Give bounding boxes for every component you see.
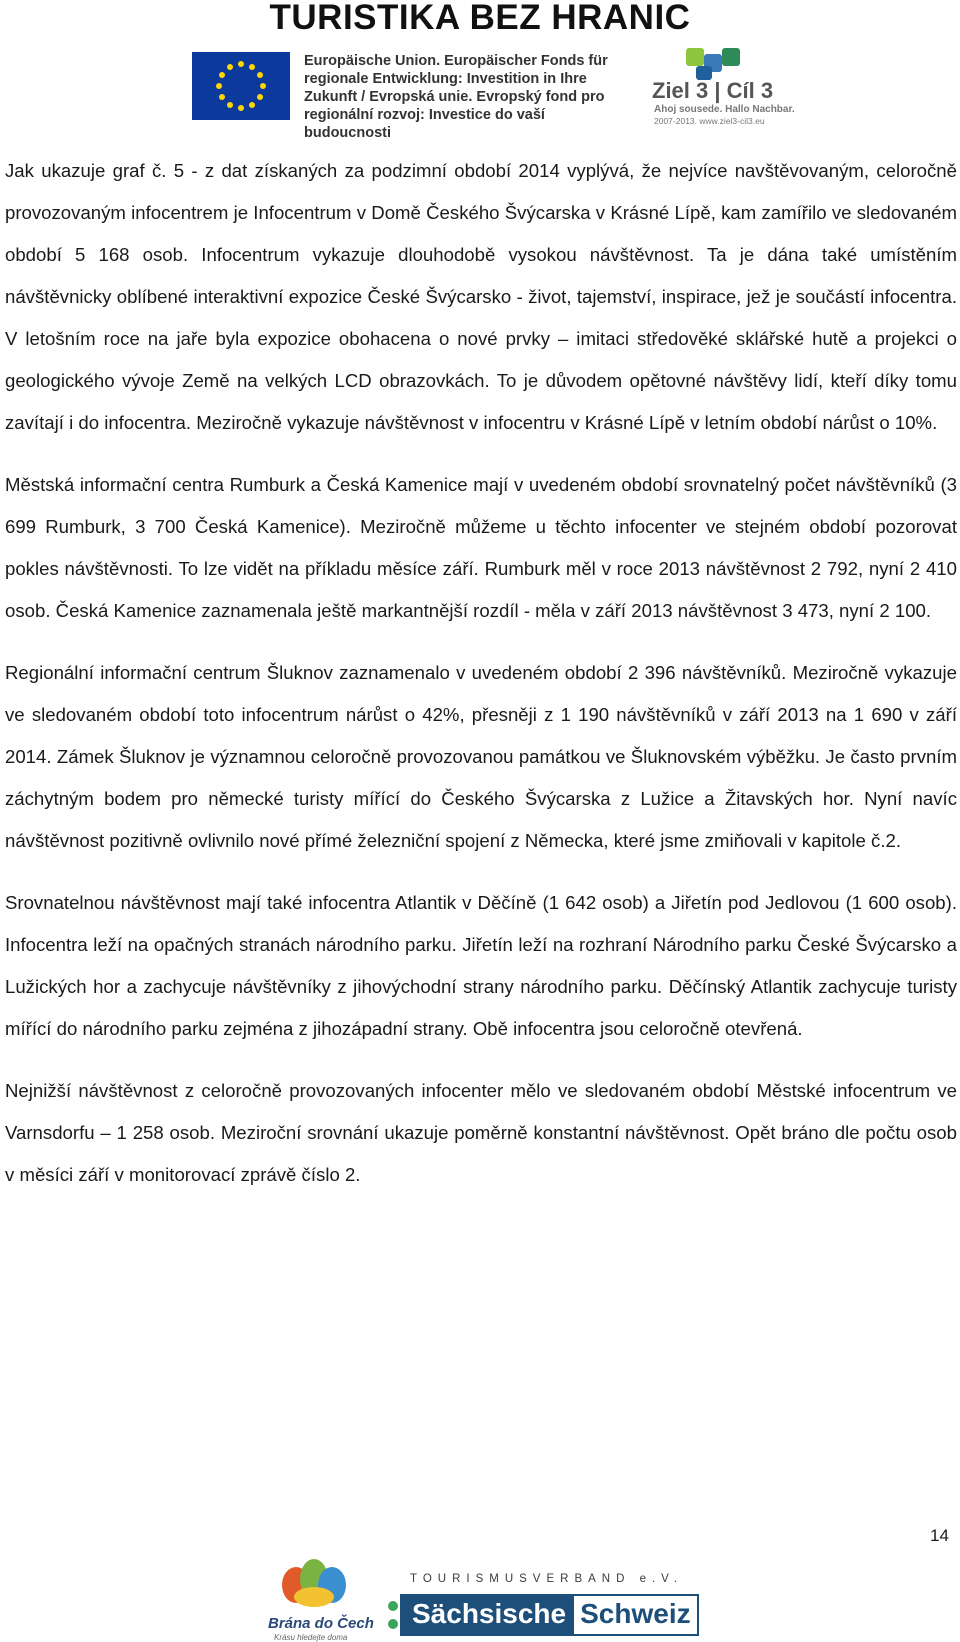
ziel3-website: 2007-2013. www.ziel3-cil3.eu bbox=[654, 116, 765, 126]
saechsische-schweiz-logo bbox=[400, 1594, 690, 1636]
eu-text-line: regionální rozvoj: Investice do vaší budoucnosti bbox=[304, 107, 545, 141]
brana-do-cech-name: Brána do Čech bbox=[268, 1615, 374, 1632]
eu-stars-icon bbox=[192, 52, 290, 120]
eu-flag-logo bbox=[192, 52, 290, 120]
ss-right-word: Schweiz bbox=[572, 1594, 698, 1636]
paragraph: Srovnatelnou návštěvnost mají také infocentra Atlantik v Děčíně (1 642 osob) a Jiřetín pod Jedlovou (1 600 osob). Infocentra leží na opačných stranách národního parku. Jiřetín leží na rozhraní Národního parku České Švýcarsko a Lužických hor a zachycuje návštěvníky z jihovýchodní strany národního parku. Děčínský Atlantik zachycuje turisty mířící do národního parku zejména z jihozápadní strany. Obě infocentra jsou celoročně otevřená. bbox=[5, 892, 957, 1039]
page-number: 14 bbox=[930, 1526, 949, 1545]
document-body bbox=[5, 150, 957, 1216]
tourism-club-label: TOURISMUSVERBAND e.V. bbox=[410, 1573, 683, 1585]
saxon-dots-icon bbox=[386, 1596, 400, 1636]
paragraph: Jak ukazuje graf č. 5 - z dat získaných za podzimní období 2014 vyplývá, že nejvíce navštěvovaným, celoročně provozovaným infocentrem je Infocentrum v Domě Českého Švýcarska v Krásné Lípě, kam zamířilo ve sledovaném období 5 168 osob. Infocentrum vykazuje dlouhodobě vysokou návštěvnost. Ta je dána také umístěním návštěvnicky oblíbené interaktivní expozice České Švýcarsko - život, tajemství, inspirace, jež je součástí infocentra. V letošním roce na jaře byla expozice obohacena o nové prvky – imitaci středověké sklářské hutě a projekci o geologického vývoje Země na velkých LCD obrazovkách. To je důvodem opětovné návštěvy lidí, kteří díky tomu zavítají i do infocentra. Meziročně vykazuje návštěvnost v infocentru v Krásné Lípě v letním období nárůst o 10%. bbox=[5, 160, 957, 433]
ss-left-word: Sächsische bbox=[400, 1594, 572, 1636]
eu-fund-text bbox=[304, 52, 634, 142]
eu-text-line: Europäische Union. Europäischer Fonds für bbox=[304, 53, 608, 69]
brana-do-cech-logo bbox=[268, 1555, 360, 1615]
eu-text-line: Zukunft / Evropská unie. Evropský fond pro bbox=[304, 89, 605, 105]
paragraph: Regionální informační centrum Šluknov zaznamenalo v uvedeném období 2 396 návštěvníků. Meziročně vykazuje ve sledovaném období toto infocentrum nárůst o 42%, přesněji z 1 190 návštěvníků v září 2013 na 1 690 v září 2014. Zámek Šluknov je významnou celoročně provozovanou památkou ve Šluknovském výběžku. Je často prvním záchytným bodem pro německé turisty mířící do Českého Švýcarska z Lužice a Žitavských hor. Nyní navíc návštěvnost pozitivně ovlivnilo nové přímé železniční spojení z Německa, které jsme zmiňovali v kapitole č.2. bbox=[5, 662, 957, 851]
eu-text-line: regionale Entwicklung: Investition in Ihre bbox=[304, 71, 587, 87]
brana-do-cech-tagline: Krásu hledejte doma bbox=[274, 1633, 348, 1642]
paragraph: Městská informační centra Rumburk a Česká Kamenice mají v uvedeném období srovnatelný počet návštěvníků (3 699 Rumburk, 3 700 Česká Kamenice). Meziročně můžeme u těchto infocenter ve stejném období pozorovat pokles návštěvnosti. To lze vidět na příkladu měsíce září. Rumburk měl v roce 2013 návštěvnost 2 792, nyní 2 410 osob. Česká Kamenice zaznamenala ještě markantnější rozdíl - měla v září 2013 návštěvnost 3 473, nyní 2 100. bbox=[5, 474, 957, 621]
ziel3-title: Ziel 3 | Cíl 3 bbox=[652, 78, 774, 103]
ziel3-slogan: Ahoj sousede. Hallo Nachbar. bbox=[654, 104, 795, 115]
paragraph: Nejnižší návštěvnost z celoročně provozovaných infocenter mělo ve sledovaném období Městské infocentrum ve Varnsdorfu – 1 258 osob. Meziroční srovnání ukazuje poměrně konstantní návštěvnost. Opět bráno dle počtu osob v měsíci září v monitorovací zprávě číslo 2. bbox=[5, 1080, 957, 1185]
document-header-title: TURISTIKA BEZ HRANIC bbox=[269, 0, 691, 37]
